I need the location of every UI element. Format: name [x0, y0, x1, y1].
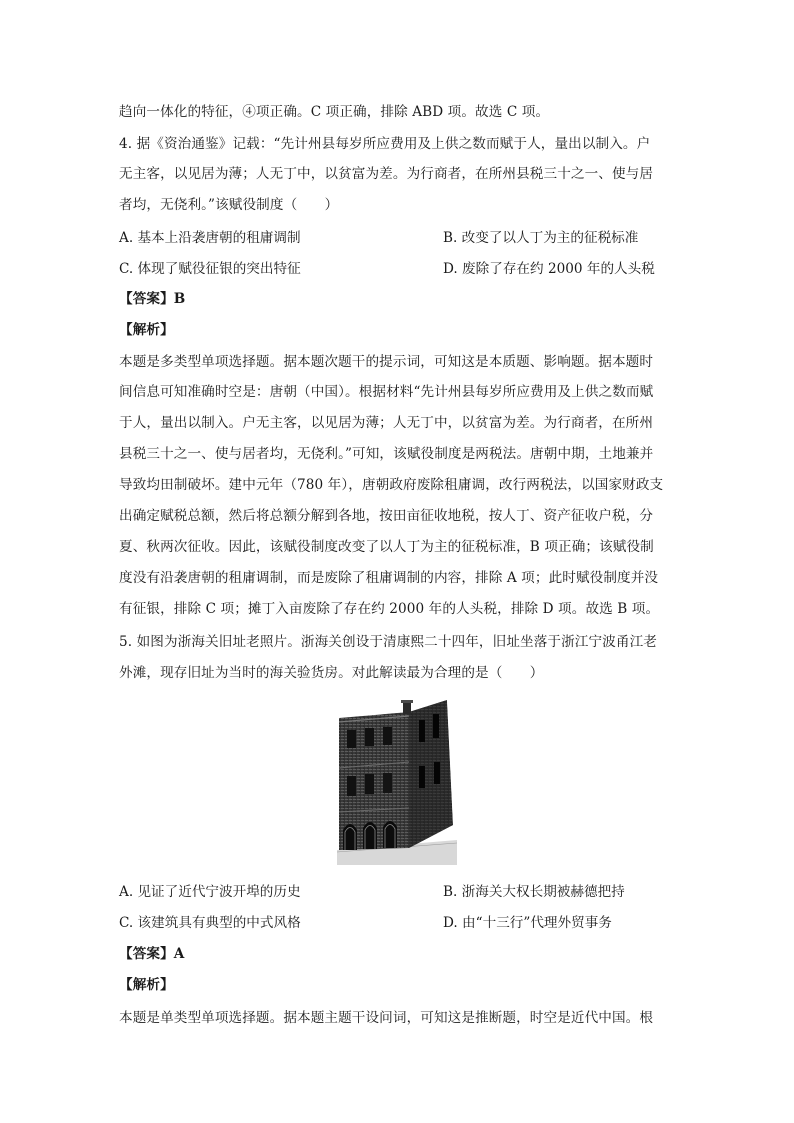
q4-analysis-line-7: 夏、秋两次征收。因此，该赋役制度改变了以人丁为主的征税标准，B 项正确；该赋役制	[119, 539, 654, 555]
q5-stem-line-2: 外滩，现存旧址为当时的海关验货房。对此解读最为合理的是（ ）	[119, 665, 544, 681]
q4-stem-line-1: 4. 据《资治通鉴》记载：“先计州县每岁所应费用及上供之数而赋于人，量出以制入。户	[119, 136, 651, 152]
q5-answer: 【答案】A	[119, 946, 185, 962]
q4-stem-line-2: 无主客，以见居为薄；人无丁中，以贫富为差。为行商者，在所州县税三十之一、使与居	[119, 166, 654, 182]
q4-option-c: C. 体现了赋役征银的突出特征	[119, 261, 301, 277]
q4-analysis-line-6: 出确定赋税总额，然后将总额分解到各地，按田亩征收地税，按人丁、资产征收户税，分	[119, 508, 654, 524]
customs-building-photo	[337, 700, 457, 865]
q4-analysis-line-8: 度没有沿袭唐朝的租庸调制，而是废除了租庸调制的内容，排除 A 项；此时赋役制度并没	[119, 570, 659, 586]
q5-option-b: B. 浙海关大权长期被赫德把持	[443, 884, 625, 900]
q4-option-d: D. 废除了存在约 2000 年的人头税	[443, 261, 655, 277]
q4-analysis-label: 【解析】	[119, 322, 174, 338]
q4-analysis-line-2: 间信息可知准确时空是：唐朝（中国）。根据材料“先计州县每岁所应费用及上供之数而赋	[119, 384, 654, 400]
prev-answer-tail: 趋向一体化的特征，④项正确。C 项正确，排除 ABD 项。故选 C 项。	[119, 104, 550, 120]
q4-option-b: B. 改变了以人丁为主的征税标准	[443, 230, 639, 246]
q5-analysis-label: 【解析】	[119, 977, 174, 993]
q4-answer: 【答案】B	[119, 291, 186, 307]
q5-option-d: D. 由“十三行”代理外贸事务	[443, 915, 612, 931]
q5-option-a: A. 见证了近代宁波开埠的历史	[119, 884, 301, 900]
q4-option-a: A. 基本上沿袭唐朝的租庸调制	[119, 230, 301, 246]
q5-analysis-line-1: 本题是单类型单项选择题。据本题主题干设问词，可知这是推断题，时空是近代中国。根	[119, 1010, 654, 1026]
q5-stem-line-1: 5. 如图为浙海关旧址老照片。浙海关创设于清康熙二十四年，旧址坐落于浙江宁波甬江老	[119, 634, 657, 650]
q4-stem-line-3: 者均，无侥利。”该赋役制度（ ）	[119, 197, 339, 213]
q4-analysis-line-5: 导致均田制破坏。建中元年（780 年），唐朝政府废除租庸调，改行两税法，以国家财政支	[119, 477, 664, 493]
q4-analysis-line-9: 有征银，排除 C 项；摊丁入亩废除了存在约 2000 年的人头税，排除 D 项。故选 B 项。	[119, 601, 660, 617]
q4-analysis-line-4: 县税三十之一、使与居者均，无侥利。”可知，该赋役制度是两税法。唐朝中期，土地兼并	[119, 446, 654, 462]
q4-analysis-line-3: 于人，量出以制入。户无主客，以见居为薄；人无丁中，以贫富为差。为行商者，在所州	[119, 415, 654, 431]
q4-analysis-line-1: 本题是多类型单项选择题。据本题次题干的提示词，可知这是本质题、影响题。据本题时	[119, 354, 654, 370]
q5-option-c: C. 该建筑具有典型的中式风格	[119, 915, 301, 931]
